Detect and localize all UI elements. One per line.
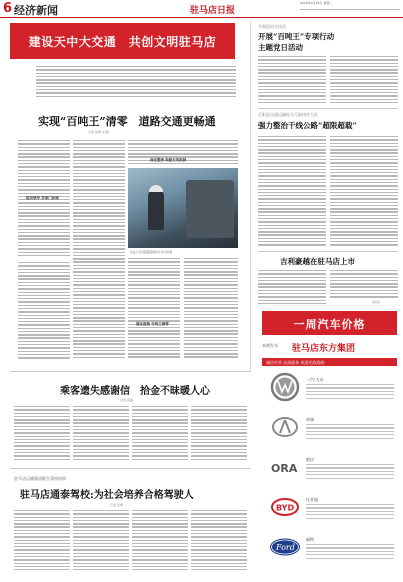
brand-price-lines — [306, 464, 394, 481]
right-story3-byline: （驻宣） — [370, 300, 383, 304]
brand-price-lines — [306, 424, 394, 441]
brand-price-lines — [306, 384, 394, 401]
column-divider — [250, 22, 251, 372]
middle-body-col1 — [14, 406, 70, 464]
svg-text:BYD: BYD — [276, 503, 295, 513]
lead-byline: 记者 张勇 文/图 — [88, 130, 109, 134]
publisher-name: 驻马店东方集团 — [292, 344, 356, 354]
right-story2-body-b — [330, 136, 398, 248]
bottom-body-col2 — [73, 510, 129, 574]
brand-name: 奇瑞 — [306, 417, 314, 422]
brand-name: 比亚迪 — [306, 497, 318, 502]
chery-logo-icon — [268, 412, 302, 442]
middle-headline: 乘客遗失感谢信 拾金不昧暖人心 — [60, 386, 210, 397]
banner-text: 建设天中大交通 共创文明驻马店 — [28, 35, 217, 49]
issue-date: 2018年9月18日 星期二 — [300, 1, 333, 5]
lead-subhead-1: 组织领导 多部门协调 — [26, 196, 59, 200]
brand-row-ora — [262, 448, 397, 488]
lead-body-col2 — [73, 140, 125, 362]
brand-price-lines — [306, 504, 394, 521]
right-story1-kicker: 平舆县综合执法 — [258, 24, 286, 29]
lead-body-col3 — [128, 258, 180, 362]
lead-subhead-3: 强化措施 百吨王清零 — [136, 322, 169, 326]
svg-text:ORA: ORA — [271, 462, 298, 475]
section-title: 经济新闻 — [14, 4, 58, 17]
brand-price-lines — [306, 544, 394, 561]
lead-headline: 实现“百吨王”清零 道路交通更畅通 — [38, 115, 216, 128]
brand-name: 一汽-大众 — [306, 377, 324, 382]
newspaper-name: 驻马店日报 — [190, 6, 236, 16]
section-divider-1 — [10, 371, 250, 372]
lead-subhead-2: 深化整治 构建长效机制 — [150, 158, 187, 162]
right-story2-body-a — [258, 136, 326, 248]
middle-body-col2 — [73, 406, 129, 464]
car-price-publisher — [262, 338, 397, 356]
bottom-byline: 记者 张勇 — [110, 503, 123, 507]
brand-name: 福特 — [306, 537, 314, 542]
brand-row-byd — [262, 488, 397, 528]
right-divider-2 — [258, 251, 398, 252]
bottom-headline: 驻马店通泰驾校:为社会培养合格驾驶人 — [20, 490, 194, 501]
brand-name: 欧拉 — [306, 457, 314, 462]
bottom-body-col1 — [14, 510, 70, 574]
right-story3-body-b — [330, 270, 398, 300]
section-divider-2 — [10, 468, 250, 469]
lead-photo — [128, 168, 238, 248]
brand-row-ford — [262, 528, 397, 568]
car-price-title: 一周汽车价格 — [293, 318, 366, 331]
byd-logo-icon — [268, 492, 302, 522]
middle-body-col3 — [132, 406, 188, 464]
lead-body-col4 — [184, 258, 238, 362]
photo-caption: 执法人员对超限超载货车进行检测 — [130, 250, 172, 254]
page-number: 6 — [3, 1, 13, 16]
svg-text:Ford: Ford — [276, 543, 295, 552]
right-story3-title: 吉利豪越在驻马店上市 — [280, 257, 355, 266]
page-header — [0, 0, 403, 18]
right-divider-1 — [258, 108, 398, 109]
middle-body-col4 — [191, 406, 247, 464]
right-story3-body-a — [258, 270, 326, 306]
right-story1-title: 开展“百吨王”专项行动 — [258, 32, 335, 41]
vw-logo-icon — [268, 372, 302, 402]
middle-byline: 记者 何丽 — [120, 398, 133, 402]
officer-cap-graphic — [149, 185, 163, 192]
lead-banner — [10, 23, 235, 59]
right-story2-kicker: 正阳县交通运输综合行政执法大队 — [258, 112, 318, 117]
right-story2-title: 强力整治干线公路“超限超载” — [258, 121, 357, 130]
bottom-body-col4 — [191, 510, 247, 574]
right-story1-body-a — [258, 56, 326, 108]
officer-graphic — [148, 190, 164, 230]
brand-row-vw — [262, 368, 397, 408]
bottom-kicker: 驻马店运输集团联合驾校培训 — [14, 476, 66, 481]
truck-graphic — [186, 180, 234, 238]
ora-logo-icon — [268, 452, 302, 482]
header-rule — [300, 9, 400, 10]
publisher-label: 本期发布 — [262, 343, 278, 348]
lead-intro-text — [36, 66, 236, 100]
car-price-slogan-strip — [262, 358, 397, 366]
car-price-header — [262, 311, 397, 335]
ford-logo-icon — [268, 532, 302, 562]
slogan-text: 诚信经营 品质服务 欢迎光临选购 — [266, 359, 325, 365]
bottom-body-col3 — [132, 510, 188, 574]
right-story1-title-line2: 主题党日活动 — [258, 43, 303, 52]
brand-row-chery — [262, 408, 397, 448]
right-story1-body-b — [330, 56, 398, 108]
lead-body-col1b — [18, 262, 70, 362]
